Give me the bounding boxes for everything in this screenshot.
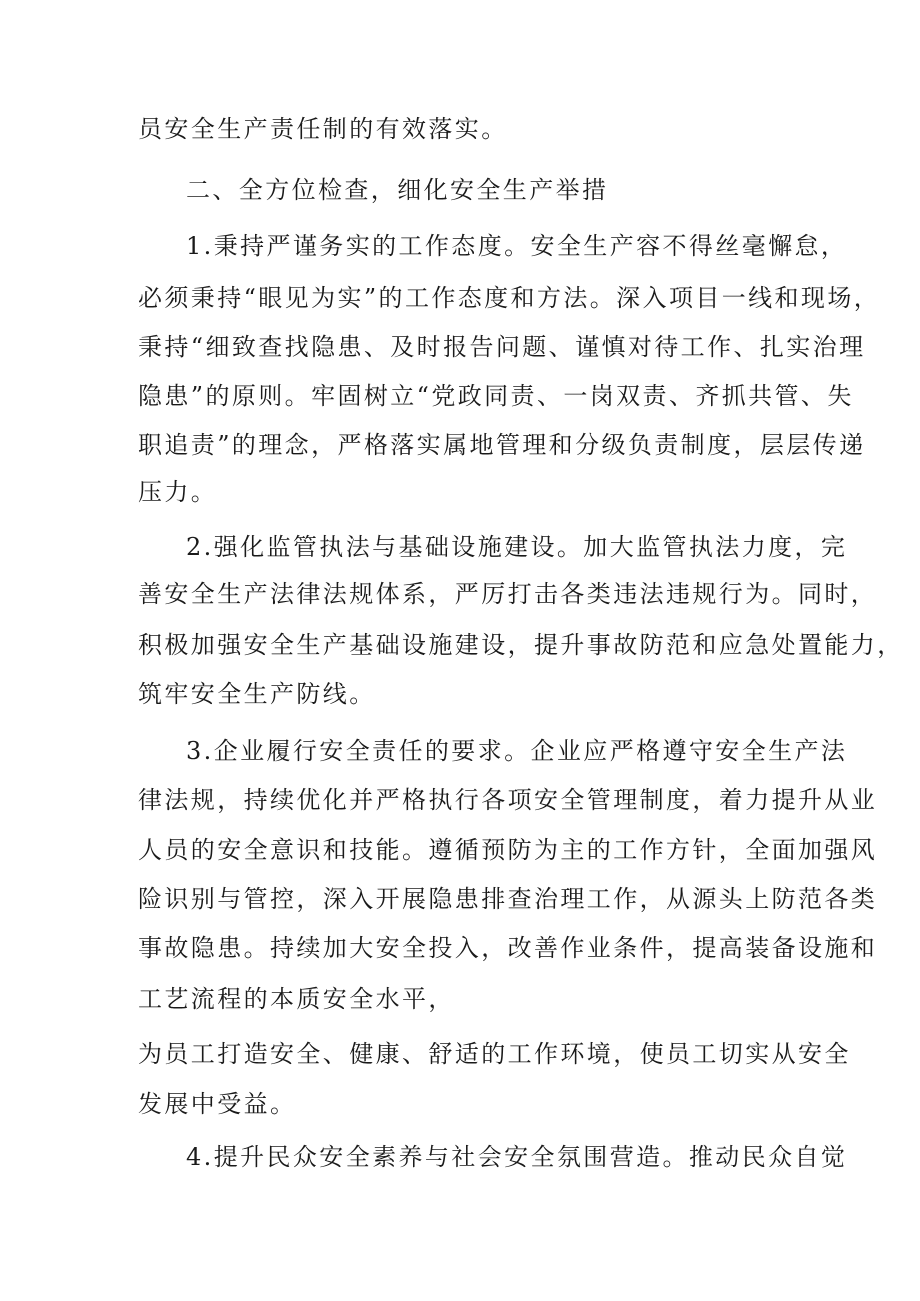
item-1-line: 隐患”的原则。牢固树立“党政同责、一岗双责、齐抓共管、失 bbox=[138, 382, 854, 410]
section-heading: 二、全方位检查，细化安全生产举措 bbox=[186, 176, 609, 204]
item-2-line: 2.强化监管执法与基础设施建设。加大监管执法力度，完 bbox=[186, 533, 848, 561]
item-1-line: 压力。 bbox=[138, 478, 218, 506]
item-3-line: 3.企业履行安全责任的要求。企业应严格遵守安全生产法 bbox=[186, 737, 848, 765]
item-3-line: 险识别与管控，深入开展隐患排查治理工作，从源头上防范各类 bbox=[138, 885, 878, 913]
item-1-line: 1.秉持严谨务实的工作态度。安全生产容不得丝毫懈怠， bbox=[186, 232, 848, 260]
item-3-line: 事故隐患。持续加大安全投入，改善作业条件，提高装备设施和 bbox=[138, 934, 878, 962]
item-2-line: 筑牢安全生产防线。 bbox=[138, 680, 376, 708]
item-1-line: 秉持“细致查找隐患、及时报告问题、谨慎对待工作、扎实治理 bbox=[138, 333, 866, 361]
item-2-line: 积极加强安全生产基础设施建设，提升事故防范和应急处置能力， bbox=[138, 631, 904, 659]
item-1-line: 必须秉持“眼见为实”的工作态度和方法。深入项目一线和现场， bbox=[138, 284, 881, 312]
item-2-line: 善安全生产法律法规体系，严厉打击各类违法违规行为。同时， bbox=[138, 580, 878, 608]
item-1-line: 职追责”的理念，严格落实属地管理和分级负责制度，层层传递 bbox=[138, 431, 866, 459]
item-3-line: 为员工打造安全、健康、舒适的工作环境，使员工切实从安全 bbox=[138, 1040, 851, 1068]
item-4-line: 4.提升民众安全素养与社会安全氛围营造。推动民众自觉 bbox=[186, 1143, 848, 1171]
item-3-line: 人员的安全意识和技能。遵循预防为主的工作方针，全面加强风 bbox=[138, 836, 878, 864]
item-3-line: 发展中受益。 bbox=[138, 1090, 297, 1118]
item-3-line: 律法规，持续优化并严格执行各项安全管理制度，着力提升从业 bbox=[138, 786, 878, 814]
item-3-line: 工艺流程的本质安全水平， bbox=[138, 985, 455, 1013]
paragraph-continuation-line: 员安全生产责任制的有效落实。 bbox=[138, 115, 508, 143]
